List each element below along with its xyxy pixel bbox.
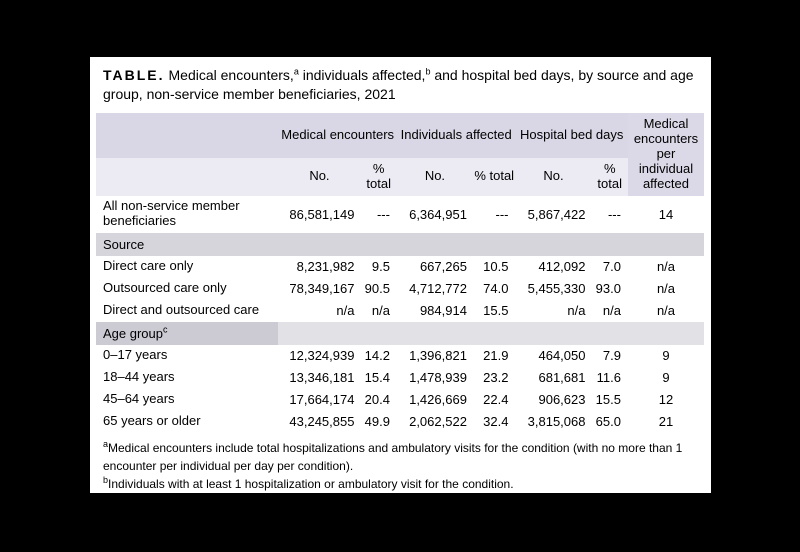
subheader-empty-cell xyxy=(96,158,278,196)
cell-me-no: 8,231,982 xyxy=(296,259,355,275)
row-label: 18–44 years xyxy=(103,369,175,385)
subheader-hbd-pct: % total xyxy=(591,158,627,196)
data-table xyxy=(96,113,704,433)
cell-mepi: 9 xyxy=(662,348,670,364)
cell-ia-no: 667,265 xyxy=(419,259,467,275)
header-sub-row xyxy=(96,158,704,196)
cell-ia-pct: --- xyxy=(495,206,509,222)
cell-me-no: 86,581,149 xyxy=(289,206,355,222)
header-medical-encounters: Medical encounters xyxy=(278,113,397,158)
cell-hbd-pct: 15.5 xyxy=(595,392,621,408)
cell-me-pct: --- xyxy=(376,206,390,222)
table-row-direct-and-outsourced xyxy=(96,300,704,322)
cell-ia-pct: 22.4 xyxy=(483,392,509,408)
header-group-row xyxy=(96,113,704,158)
cell-hbd-no: 5,867,422 xyxy=(527,206,586,222)
row-label: Direct and outsourced care xyxy=(103,302,260,318)
title-text-2: individuals affected, xyxy=(298,67,426,83)
cell-mepi: n/a xyxy=(656,303,676,319)
cell-hbd-pct: 11.6 xyxy=(596,370,621,386)
section-label: Source xyxy=(96,233,704,256)
subheader-ia-no: No. xyxy=(397,158,473,196)
row-label: 65 years or older xyxy=(103,413,201,429)
cell-ia-pct: 23.2 xyxy=(483,370,509,386)
cell-ia-pct: 32.4 xyxy=(483,414,509,430)
cell-ia-pct: 10.5 xyxy=(483,259,509,275)
age-group-footnote-marker-c: c xyxy=(163,324,168,335)
cell-ia-no: 1,478,939 xyxy=(409,370,467,386)
cell-ia-no: 984,914 xyxy=(419,303,467,319)
cell-me-no: 13,346,181 xyxy=(289,370,355,386)
cell-hbd-no: 412,092 xyxy=(538,259,586,275)
cell-me-no: 12,324,939 xyxy=(289,348,355,364)
footnotes-block xyxy=(103,439,697,493)
cell-hbd-pct: 7.9 xyxy=(602,348,621,364)
table-row-direct-care xyxy=(96,256,704,278)
table-row-age-45-64 xyxy=(96,389,704,411)
cell-me-pct: 90.5 xyxy=(364,281,390,297)
cell-me-pct: n/a xyxy=(371,303,390,319)
cell-mepi: 9 xyxy=(662,370,670,386)
cell-hbd-pct: 65.0 xyxy=(595,414,621,430)
cell-mepi: 14 xyxy=(658,206,674,222)
cell-me-no: 17,664,174 xyxy=(289,392,355,408)
section-row-source xyxy=(96,233,704,256)
title-footnote-marker-a: a xyxy=(293,66,299,77)
footnote-a-marker: a xyxy=(103,438,109,449)
cell-me-no: 43,245,855 xyxy=(289,414,355,430)
cell-ia-no: 1,396,821 xyxy=(409,348,467,364)
footnote-b-text: Individuals with at least 1 hospitalization or ambulatory visit for the condition. xyxy=(108,476,514,491)
cell-me-pct: 49.9 xyxy=(364,414,390,430)
table-title xyxy=(103,66,697,105)
cell-hbd-no: n/a xyxy=(567,303,586,319)
cell-ia-no: 2,062,522 xyxy=(409,414,467,430)
cell-mepi: 12 xyxy=(658,392,674,408)
row-label: 0–17 years xyxy=(103,347,168,363)
table-row-age-65-older xyxy=(96,411,704,433)
section-filler xyxy=(278,322,704,345)
title-footnote-marker-b: b xyxy=(425,66,431,77)
cell-mepi: n/a xyxy=(656,281,676,297)
title-text-1: Medical encounters, xyxy=(168,67,294,83)
cell-hbd-no: 3,815,068 xyxy=(527,414,586,430)
cell-hbd-pct: --- xyxy=(607,206,621,222)
row-label: 45–64 years xyxy=(103,391,175,407)
cell-me-pct: 15.4 xyxy=(364,370,390,386)
cell-hbd-pct: 7.0 xyxy=(602,259,621,275)
cell-hbd-no: 5,455,330 xyxy=(527,281,586,297)
footnote-b-marker: b xyxy=(103,474,109,485)
cell-ia-no: 4,712,772 xyxy=(409,281,467,297)
row-label: Outsourced care only xyxy=(103,280,227,296)
header-hospital-bed-days: Hospital bed days xyxy=(515,113,627,158)
footnote-a-text: Medical encounters include total hospitalizations and ambulatory visits for the condition (with no more than 1 encounter per individual per day per condition). xyxy=(103,440,683,473)
cell-hbd-pct: n/a xyxy=(602,303,621,319)
table-row-age-18-44 xyxy=(96,367,704,389)
subheader-me-pct: % total xyxy=(360,158,396,196)
cell-me-pct: 14.2 xyxy=(364,348,390,364)
table-card xyxy=(90,57,711,493)
cell-ia-pct: 21.9 xyxy=(483,348,509,364)
header-individuals-affected: Individuals affected xyxy=(397,113,516,158)
footnote-a xyxy=(103,439,697,475)
cell-hbd-no: 464,050 xyxy=(538,348,586,364)
row-label: Direct care only xyxy=(103,258,194,274)
cell-hbd-no: 906,623 xyxy=(538,392,586,408)
table-caption-label: TABLE. xyxy=(103,67,165,83)
section-row-age-group xyxy=(96,322,704,345)
cell-me-no: n/a xyxy=(336,303,355,319)
cell-me-pct: 20.4 xyxy=(364,392,390,408)
table-row-all-beneficiaries xyxy=(96,196,704,233)
cell-mepi: n/a xyxy=(656,259,676,275)
title-text-3: and hospital bed days, by source and age group, non-service member beneficiaries, 2021 xyxy=(103,67,694,103)
cell-ia-no: 6,364,951 xyxy=(409,206,467,222)
footnote-b xyxy=(103,475,697,493)
subheader-me-no: No. xyxy=(278,158,360,196)
row-label: All non-service member beneficiaries xyxy=(103,198,240,229)
header-encounters-per-individual: Medical encounters per individual affected xyxy=(628,113,704,196)
cell-ia-pct: 74.0 xyxy=(483,281,509,297)
cell-me-pct: 9.5 xyxy=(371,259,390,275)
cell-me-no: 78,349,167 xyxy=(289,281,355,297)
cell-hbd-no: 681,681 xyxy=(538,370,586,386)
cell-ia-no: 1,426,669 xyxy=(409,392,467,408)
cell-hbd-pct: 93.0 xyxy=(595,281,621,297)
cell-ia-pct: 15.5 xyxy=(483,303,509,319)
cell-mepi: 21 xyxy=(658,414,674,430)
subheader-hbd-no: No. xyxy=(515,158,591,196)
header-empty-cell xyxy=(96,113,278,158)
section-label xyxy=(96,322,278,345)
table-row-age-0-17 xyxy=(96,345,704,367)
table-row-outsourced-care xyxy=(96,278,704,300)
age-group-text: Age group xyxy=(103,325,163,341)
subheader-ia-pct: % total xyxy=(473,158,516,196)
